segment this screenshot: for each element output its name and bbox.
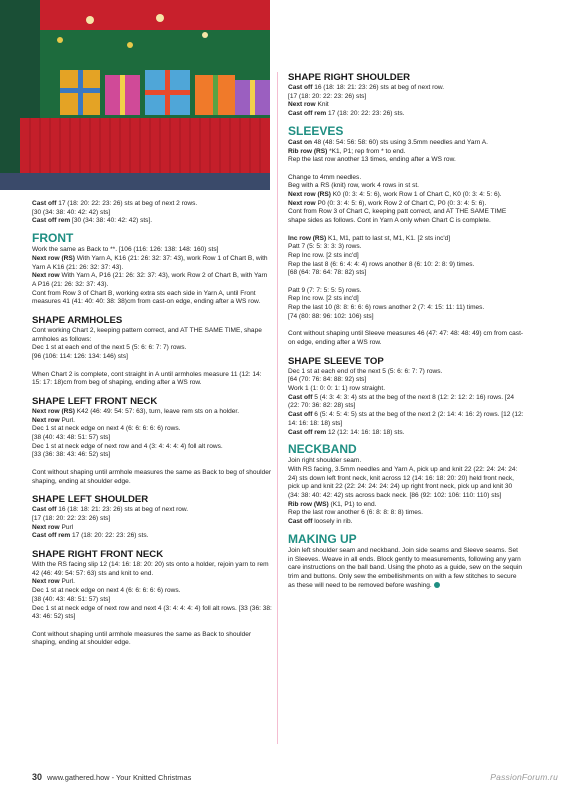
back-stitch-count: [30 (34: 38: 40: 42: 42) sts] (32, 208, 111, 216)
back-cast-off-line: Cast off 17 (18: 20: 22: 23: 26) sts at beg of next 2 rows. (32, 200, 198, 207)
page-number: 30 (32, 772, 43, 782)
right-shoulder-line: Cast off 16 (18: 18: 21: 23: 26) sts at beg of next row. (288, 84, 445, 91)
neckband-line: Rib row (WS) (K1, P1) to end. (288, 500, 377, 508)
neckband-line: Rep the last row another 6 (6: 8: 8: 8: 8) times. (288, 509, 424, 517)
left-neck-line: Cont without shaping until armhole measures the same as Back to beg of shoulder shaping, ending at shoulder edge. (32, 468, 272, 485)
sleeve-line: Patt 9 (7: 7: 5: 5: 5) rows. (288, 286, 362, 294)
making-up-text: Join left shoulder seam and neckband. Join side seams and Sleeve seams. Set in Sleeves. Weave in all ends. Block gently to measurements, following any yarn care instructions on the ball band. Using the photo as a guide, sew on the sequin trim and buttons. Only sew the embellishments on with a few stitches to secure as these will need to be removed before washing. (288, 546, 523, 589)
heading-shape-left-shoulder: SHAPE LEFT SHOULDER (32, 494, 149, 506)
right-shoulder-line: Cast off rem 17 (18: 20: 22: 23: 26) sts. (288, 110, 405, 118)
sleeve-line: Next row P0 (0: 3: 4: 5: 6), work Row 2 of Chart C, P0 (0: 3: 4: 5: 6). (288, 199, 487, 207)
heading-neckband: NECKBAND (288, 442, 357, 457)
sleeve-top-line: Cast off 5 (4: 3: 4: 3: 4) sts at the beg of the next 8 (12: 2: 12: 2: 16) rows. [24 (22: 70: 36: 82: 28) sts] (288, 393, 514, 410)
front-line: Cont from Row 3 of Chart B, working extra sts each side in Yarn A, until Front measures 41 (41: 40: 40: 38: 38)cm from cast-on edge, ending after a WS row. (32, 289, 261, 306)
right-neck-line: Cont without shaping until armhole measures the same as Back to shoulder shaping, ending at shoulder edge. (32, 630, 252, 647)
left-shoulder-line: Cast off 16 (18: 18: 21: 23: 26) sts at beg of next row. (32, 506, 189, 514)
jumper-photo (0, 0, 270, 190)
sleeve-top-line: [64 (70: 76: 84: 88: 92) sts] (288, 376, 367, 384)
heading-shape-left-front-neck: SHAPE LEFT FRONT NECK (32, 395, 158, 407)
neckband-line: Join right shoulder seam. (288, 457, 362, 465)
right-shoulder-line: Next row Knit (288, 101, 329, 109)
right-neck-line: Dec 1 st at neck edge of next row and next 4 (3: 4: 4: 4: 4) foll alt rows. [33 (36: 38: 43: 46: 52) sts] (32, 604, 272, 621)
sleeve-line: Change to 4mm needles. (288, 173, 362, 181)
left-column (32, 200, 272, 648)
heading-shape-armholes: SHAPE ARMHOLES (32, 315, 123, 327)
sleeve-line: Cont from Row 3 of Chart C, keeping patt correct, and AT THE SAME TIME shape sides as follows. Cont in Yarn A only when Chart C is complete. (288, 208, 507, 225)
sleeve-line: Rep the last 10 (8: 8: 6: 6: 6) rows another 2 (7: 4: 15: 11: 11) times. (288, 304, 485, 312)
sleeve-top-line: Dec 1 st at each end of the next 5 (5: 6: 6: 7: 7) rows. (288, 367, 443, 375)
heading-making-up: MAKING UP (288, 531, 357, 546)
right-neck-line: With the RS facing slip 12 (14: 16: 18: 20: 20) sts onto a holder, rejoin yarn to rem 42 (46: 49: 54: 57: 63) sts and knit to end. (32, 561, 269, 577)
sleeve-line: Cont without shaping until Sleeve measures 46 (47: 47: 48: 48: 49) cm from cast-on edge, ending after a WS row. (288, 330, 524, 346)
watermark: PassionForum.ru (490, 772, 558, 782)
left-neck-line: Next row (RS) K42 (46: 49: 54: 57: 63), turn, leave rem sts on a holder. (32, 407, 240, 415)
sleeve-line: Inc row (RS) K1, M1, patt to last st, M1, K1. [2 sts inc'd] (288, 234, 451, 242)
left-neck-line: [33 (36: 38: 43: 46: 52) sts] (32, 451, 111, 459)
heading-sleeves: SLEEVES (288, 123, 344, 138)
sleeve-line: Rep the last 8 (6: 6: 4: 4: 4) rows another 8 (6: 10: 2: 8: 9) times. (288, 260, 475, 268)
left-neck-line: [38 (40: 43: 48: 51: 57) sts] (32, 434, 111, 442)
left-neck-line: Dec 1 st at neck edge of next row and 4 (3: 4: 4: 4: 4) foll alt rows. (32, 442, 223, 450)
left-neck-line: Next row Purl. (32, 416, 75, 424)
heading-shape-right-shoulder: SHAPE RIGHT SHOULDER (288, 72, 411, 83)
heading-shape-sleeve-top: SHAPE SLEEVE TOP (288, 355, 384, 367)
column-divider (277, 72, 278, 744)
sleeve-line: Rep Inc row. [2 sts inc'd] (288, 295, 359, 303)
sleeve-line: Rib row (RS) *K1, P1; rep from * to end. (288, 147, 406, 155)
armhole-line: Dec 1 st at each end of the next 5 (5: 6: 6: 7: 7) rows. (32, 344, 187, 352)
right-neck-line: Dec 1 st at neck edge on next 4 (6: 6: 6: 6: 6) rows. (32, 587, 181, 595)
sleeve-line: [74 (80: 88: 96: 102: 106) sts] (288, 312, 374, 320)
sleeve-top-line: Work 1 (1: 0: 0: 1: 1) row straight. (288, 385, 386, 393)
left-shoulder-line: Cast off rem 17 (18: 20: 22: 23: 26) sts. (32, 532, 149, 540)
sleeve-line: [68 (64: 78: 64: 78: 82) sts] (288, 269, 367, 277)
footer-text: www.gathered.how - Your Knitted Christmas (47, 773, 192, 782)
sleeve-line: Rep the last row another 13 times, ending after a WS row. (288, 156, 456, 164)
end-mark-icon (434, 582, 440, 588)
right-shoulder-line: [17 (18: 20: 22: 23: 26) sts] (288, 92, 367, 100)
neckband-line: With RS facing, 3.5mm needles and Yarn A, pick up and knit 22 (22: 24: 24: 24: 24) sts down left front neck, knit across 12 (14: 16: 18: 20: 20) held front neck, pick up and knit 22 (22: 24: 24: 24: 24) up right front neck, pick up and knit 30 (34: 38: 40: 42: 42) sts across back neck. [86 (92: 102: 106: 110: 110) sts] (288, 465, 518, 500)
heading-front: FRONT (32, 231, 74, 246)
sleeve-line: Rep Inc row. [2 sts inc'd] (288, 251, 359, 259)
sleeve-line: Beg with a RS (knit) row, work 4 rows in st st. (288, 182, 419, 190)
armhole-line: Cont working Chart 2, keeping pattern correct, and AT THE SAME TIME, shape armholes as follows: (32, 327, 262, 343)
sleeve-line: Cast on 48 (48: 54: 56: 58: 60) sts using 3.5mm needles and Yarn A. (288, 138, 488, 146)
page-footer (32, 772, 191, 782)
sleeve-top-line: Cast off rem 12 (12: 14: 16: 18: 18) sts. (288, 428, 405, 436)
sleeve-line: Next row (RS) K0 (0: 3: 4: 5: 6), work Row 1 of Chart C, K0 (0: 3: 4: 5: 6). (288, 191, 502, 199)
armhole-line: [96 (106: 114: 126: 134: 146) sts] (32, 353, 128, 361)
front-line: Work the same as Back to **. [106 (116: 126: 138: 148: 160) sts] (32, 246, 219, 254)
heading-shape-right-front-neck: SHAPE RIGHT FRONT NECK (32, 549, 164, 561)
front-line: Next row With Yarn A, P16 (21: 26: 32: 37: 43), work Row 2 of Chart B, with Yarn A P16 (21: 26: 32: 37: 43). (32, 272, 268, 288)
armhole-line: When Chart 2 is complete, cont straight in A until armholes measure 11 (12: 14: 15: 17: 18)cm from beg of shaping, ending after a WS row. (32, 370, 262, 387)
left-neck-line: Dec 1 st at neck edge on next 4 (6: 6: 6: 6: 6) rows. (32, 425, 181, 433)
left-shoulder-line: [17 (18: 20: 22: 23: 26) sts] (32, 514, 111, 522)
neckband-line: Cast off loosely in rib. (288, 518, 353, 526)
sleeve-line: Patt 7 (5: 5: 3: 3: 3) rows. (288, 243, 362, 251)
right-neck-line: Next row Purl. (32, 578, 75, 586)
left-shoulder-line: Next row Purl (32, 523, 74, 531)
right-column (288, 72, 524, 590)
front-line: Next row (RS) With Yarn A, K16 (21: 26: 32: 37: 43), work Row 1 of Chart B, with Yarn A K16 (21: 26: 32: 37: 43). (32, 254, 268, 271)
right-neck-line: [38 (40: 43: 48: 51: 57) sts] (32, 595, 111, 603)
sleeve-top-line: Cast off 6 (5: 4: 5: 4: 5) sts at the beg of the next 2 (2: 14: 4: 16: 2) rows. [12 (12: 14: 16: 18: 18) sts] (288, 411, 524, 427)
back-cast-off-rem: Cast off rem [30 (34: 38: 40: 42: 42) sts]. (32, 217, 153, 225)
